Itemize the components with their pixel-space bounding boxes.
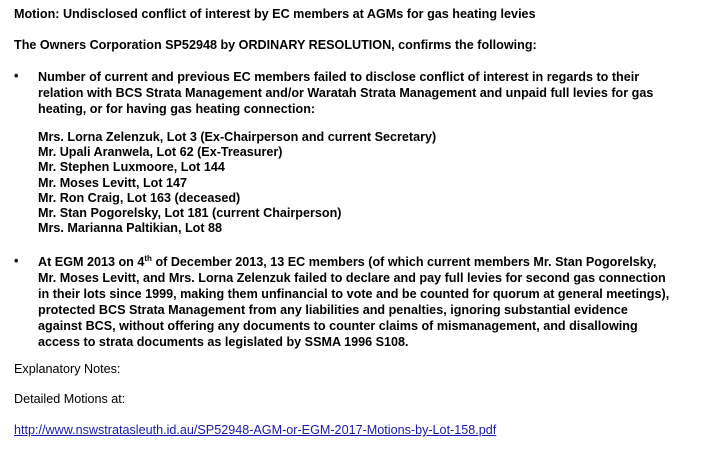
motions-pdf-link[interactable]: http://www.nswstratasleuth.id.au/SP52948-AGM-or-EGM-2017-Motions-by-Lot-158.pdf	[14, 423, 497, 437]
bullet-text-line: in their lots since 1999, making them unfinancial to vote and be counted for quorum at general meetings),	[38, 287, 670, 301]
egm-date-suffix: of December 2013, 13 EC members (of which current members Mr. Stan Pogorelsky,	[151, 255, 657, 269]
bullet-text-line: relation with BCS Strata Management and/or Waratah Strata Management and unpaid full levies for gas	[38, 86, 654, 100]
bullet-point: •	[14, 69, 19, 83]
bullet-text	[38, 254, 714, 350]
resolution-line: The Owners Corporation SP52948 by ORDINARY RESOLUTION, confirms the following:	[14, 38, 537, 52]
explanatory-notes-label: Explanatory Notes:	[14, 362, 121, 376]
ec-member: Mrs. Marianna Paltikian, Lot 88	[38, 221, 223, 236]
ec-member: Mr. Moses Levitt, Lot 147	[38, 175, 188, 190]
ec-member: Mr. Ron Craig, Lot 163 (deceased)	[38, 190, 241, 205]
ec-member: Mr. Stephen Luxmoore, Lot 144	[38, 160, 225, 175]
ec-member-list	[38, 130, 436, 236]
bullet-text-line	[38, 254, 714, 270]
bullet-text-line: Mr. Moses Levitt, and Mrs. Lorna Zelenzuk failed to declare and pay full levies for second gas connection	[38, 271, 666, 285]
bullet-text-line: heating, or for having gas heating connection:	[38, 102, 316, 116]
motions-link-row	[14, 423, 496, 438]
ec-member: Mr. Upali Aranwela, Lot 62 (Ex-Treasurer)	[38, 145, 283, 160]
bullet-text-line: against BCS, without offering any documents to counter claims of mismanagement, and disallowing	[38, 319, 638, 333]
ec-member: Mrs. Lorna Zelenzuk, Lot 3 (Ex-Chairperson and current Secretary)	[38, 130, 437, 144]
egm-date-prefix: At EGM 2013 on 4	[38, 255, 145, 269]
bullet-text-line: Number of current and previous EC members failed to disclose conflict of interest in regards to their	[38, 70, 640, 84]
bullet-text	[38, 69, 714, 117]
detailed-motions-label: Detailed Motions at:	[14, 392, 126, 406]
motion-title: Motion: Undisclosed conflict of interest by EC members at AGMs for gas heating levies	[14, 7, 536, 21]
bullet-text-line: protected BCS Strata Management from any liabilities and penalties, ignoring substantial evidence	[38, 303, 628, 317]
bullet-text-line: access to strata documents as legislated by SSMA 1996 S108.	[38, 335, 409, 349]
ordinal-suffix: th	[144, 254, 152, 263]
bullet-point: •	[14, 254, 19, 268]
ec-member: Mr. Stan Pogorelsky, Lot 181 (current Chairperson)	[38, 206, 342, 221]
